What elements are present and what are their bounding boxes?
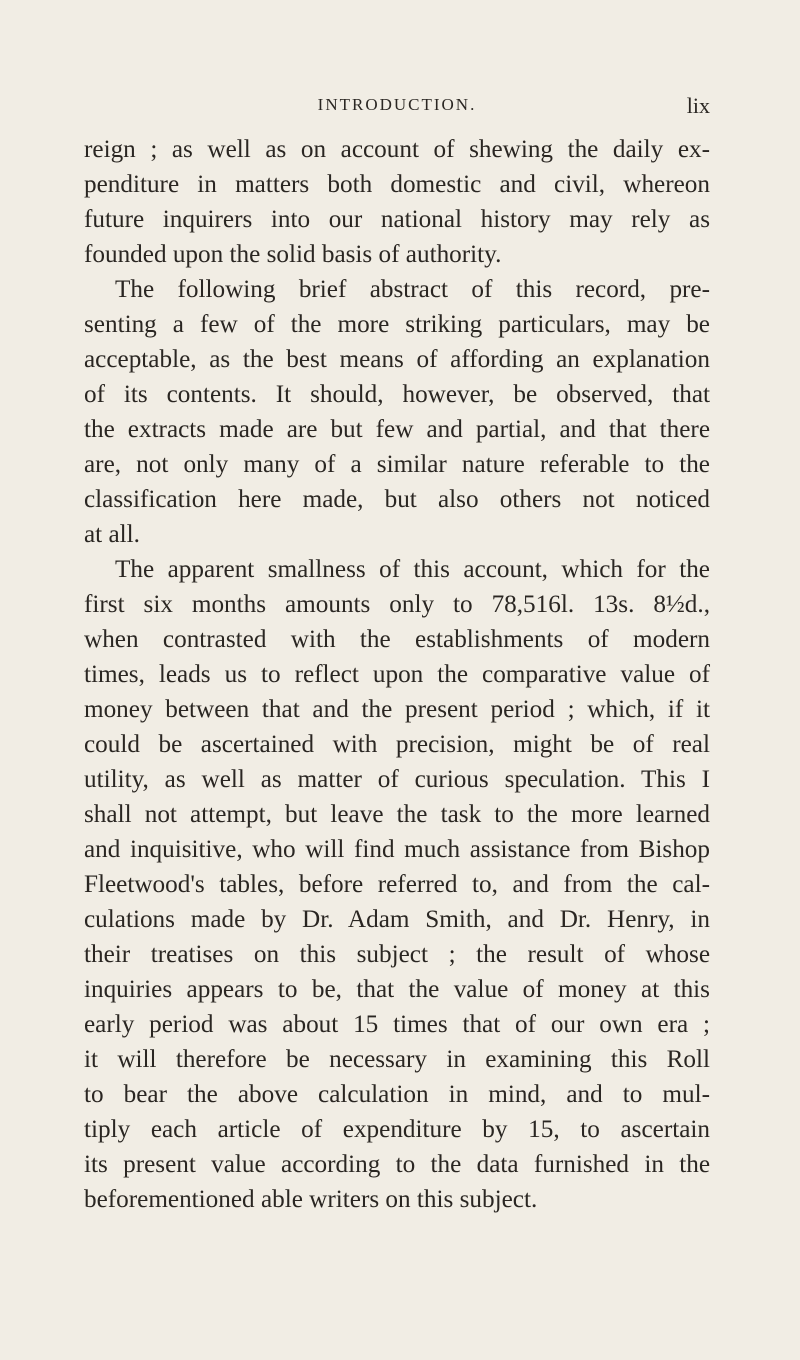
text-line: The apparent smallness of this account, which for the: [115, 556, 710, 583]
paragraph-2: [84, 272, 710, 552]
text-line: times, leads us to reflect upon the comparative value of: [84, 661, 710, 688]
text-line: first six months amounts only to 78,516l. 13s. 8½d.,: [84, 591, 710, 618]
text-line: are, not only many of a similar nature referable to the: [84, 451, 710, 478]
text-line: penditure in matters both domestic and civil, whereon: [84, 171, 710, 198]
text-line: utility, as well as matter of curious speculation. This I: [84, 766, 710, 793]
text-line: when contrasted with the establishments of modern: [84, 626, 710, 653]
text-line: could be ascertained with precision, might be of real: [84, 731, 710, 758]
text-line: senting a few of the more striking particulars, may be: [84, 311, 710, 338]
text-line: their treatises on this subject ; the result of whose: [84, 941, 710, 968]
text-line: tiply each article of expenditure by 15, to ascertain: [84, 1116, 710, 1143]
body-text: [84, 132, 710, 1217]
text-line: money between that and the present period ; which, if it: [84, 696, 710, 723]
text-line: of its contents. It should, however, be observed, that: [84, 381, 710, 408]
text-line: culations made by Dr. Adam Smith, and Dr. Henry, in: [84, 906, 710, 933]
text-line: and inquisitive, who will find much assistance from Bishop: [84, 836, 710, 863]
text-line: shall not attempt, but leave the task to the more learned: [84, 801, 710, 828]
running-title: INTRODUCTION.: [317, 95, 477, 114]
text-line: beforementioned able writers on this subject.: [84, 1186, 538, 1213]
page-number: lix: [686, 93, 710, 118]
running-head: [84, 93, 710, 123]
text-line: classification here made, but also others not noticed: [84, 486, 710, 513]
text-line: founded upon the solid basis of authority.: [84, 241, 502, 268]
paragraph-1: [84, 132, 710, 272]
text-line: Fleetwood's tables, before referred to, and from the cal-: [84, 871, 710, 898]
text-line: acceptable, as the best means of affording an explanation: [84, 346, 710, 373]
text-line: at all.: [84, 521, 140, 548]
text-line: future inquirers into our national history may rely as: [84, 206, 710, 233]
text-line: its present value according to the data furnished in the: [84, 1151, 710, 1178]
text-line: early period was about 15 times that of our own era ;: [84, 1011, 710, 1038]
text-line: reign ; as well as on account of shewing the daily ex-: [84, 136, 710, 163]
text-line: inquiries appears to be, that the value of money at this: [84, 976, 710, 1003]
text-line: the extracts made are but few and partial, and that there: [84, 416, 710, 443]
text-line: to bear the above calculation in mind, and to mul-: [84, 1081, 710, 1108]
paragraph-3: [84, 552, 710, 1217]
text-line: it will therefore be necessary in examining this Roll: [84, 1046, 710, 1073]
text-line: The following brief abstract of this record, pre-: [115, 276, 710, 303]
